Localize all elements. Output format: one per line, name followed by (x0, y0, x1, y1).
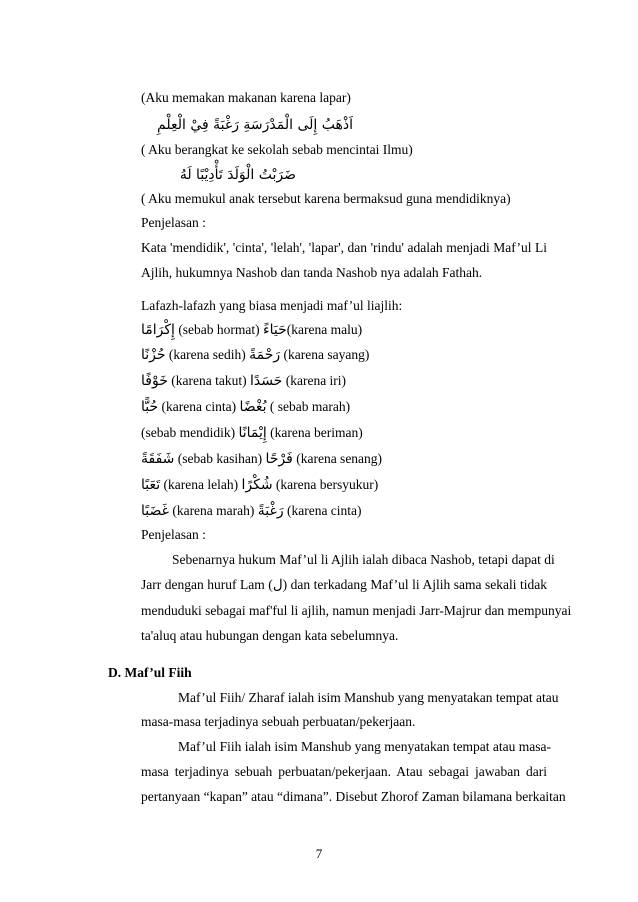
explanation1-heading: Penjelasan : (141, 215, 206, 230)
lafazh-arabic: شَفَقَةً (141, 451, 175, 467)
lafazh-meaning: (karena cinta) (286, 503, 362, 518)
lafazh-arabic: غَضَبًا (141, 503, 169, 519)
lafazh-meaning: (karena senang) (296, 451, 383, 466)
section-d-p2-line3: pertanyaan “kapan” atau “dimana”. Disebut Zhorof Zaman bilamana berkaitan (141, 789, 566, 804)
explanation2-line2: Jarr dengan huruf Lam (ل) dan terkadang Maf’ul li Ajlih sama sekali tidak (141, 577, 548, 592)
explanation2-line3: menduduki sebagai maf'ful li ajlih, namun menjadi Jarr-Majrur dan mempunyai (141, 603, 572, 618)
lafazh-arabic: إِيْمَانًا (238, 425, 267, 441)
lafazh-row (141, 398, 350, 416)
section-d-p1-line2: masa-masa terjadinya sebuah perbuatan/pekerjaan. (141, 714, 416, 729)
section-d-p2-line2: masa terjadinya sebuah perbuatan/pekerjaan. Atau sebagai jawaban dari (141, 764, 547, 779)
lafazh-row (141, 450, 382, 468)
section-d-p2-line1: Maf’ul Fiih ialah isim Manshub yang menyatakan tempat atau masa- (178, 739, 552, 754)
lafazh-meaning: (karena sedih) (168, 347, 246, 362)
lafazh-meaning: (sebab hormat) (178, 322, 260, 337)
lafazh-intro: Lafazh-lafazh yang biasa menjadi maf’ul liajlih: (141, 298, 403, 313)
lafazh-arabic: حَسَدًا (249, 373, 283, 389)
lafazh-row (141, 476, 378, 494)
lafazh-meaning: (karena iri) (285, 373, 347, 388)
explanation1-line1: Kata 'mendidik', 'cinta', 'lelah', 'lapar', dan 'rindu' adalah menjadi Maf’ul Li (141, 240, 547, 255)
lafazh-arabic: حَيَاءً (263, 322, 287, 338)
lafazh-meaning: (sebab mendidik) (141, 425, 236, 440)
lafazh-arabic: بُغْضًا (239, 399, 267, 415)
lafazh-row (141, 372, 346, 390)
section-d-heading: D. Maf’ul Fiih (108, 665, 192, 680)
lafazh-row (141, 346, 369, 364)
section-d-p1-line1: Maf’ul Fiih/ Zharaf ialah isim Manshub yang menyatakan tempat atau (178, 690, 559, 705)
lafazh-meaning: (karena malu) (286, 322, 363, 337)
page-number: 7 (315, 846, 323, 861)
lafazh-arabic: حُزْنًا (141, 347, 166, 363)
lafazh-meaning: (sebab kasihan) (177, 451, 263, 466)
lafazh-arabic: حُبًّا (141, 399, 159, 415)
lafazh-arabic: رَغْبَةً (257, 503, 284, 519)
explanation2-line4: ta'aluq atau hubungan dengan kata sebelumnya. (141, 628, 399, 643)
explanation2-line1: Sebenarnya hukum Maf’ul li Ajlih ialah dibaca Nashob, tetapi dapat di (172, 552, 555, 567)
lafazh-meaning: ( sebab marah) (269, 399, 351, 414)
lafazh-meaning: (karena sayang) (283, 347, 370, 362)
lafazh-row (141, 321, 362, 339)
lafazh-arabic: رَحْمَةً (249, 347, 281, 363)
lafazh-arabic: خَوْفًا (141, 373, 168, 389)
lafazh-meaning: (karena marah) (172, 503, 255, 518)
lafazh-arabic: تَعَبًا (141, 477, 161, 493)
lafazh-arabic: فَرْحًا (265, 451, 293, 467)
explanation2-heading: Penjelasan : (141, 527, 206, 542)
lafazh-meaning: (karena bersyukur) (275, 477, 379, 492)
lafazh-meaning: (karena beriman) (270, 425, 363, 440)
example3-translation: ( Aku memukul anak tersebut karena bermaksud guna mendidiknya) (141, 191, 511, 206)
example2-arabic: اَذْهَبُ إِلَى الْمَدْرَسَةِ رَغْبَةً فِيْ الْعِلْمِ (157, 117, 353, 133)
lafazh-row (141, 424, 363, 442)
lafazh-meaning: (karena cinta) (161, 399, 237, 414)
lafazh-meaning: (karena takut) (171, 373, 247, 388)
lafazh-arabic: شُكْرًا (241, 477, 273, 493)
example1-translation: (Aku memakan makanan karena lapar) (141, 90, 351, 105)
lafazh-row (141, 502, 362, 520)
explanation1-line2: Ajlih, hukumnya Nashob dan tanda Nashob nya adalah Fathah. (141, 265, 483, 280)
lafazh-arabic: إِكْرَامًا (141, 322, 175, 338)
example3-arabic: ضَرَبْتُ الْوَلَدَ تَأْدِيْبًا لَهُ (179, 167, 296, 183)
example2-translation: ( Aku berangkat ke sekolah sebab mencintai Ilmu) (141, 142, 413, 157)
lafazh-meaning: (karena lelah) (163, 477, 239, 492)
